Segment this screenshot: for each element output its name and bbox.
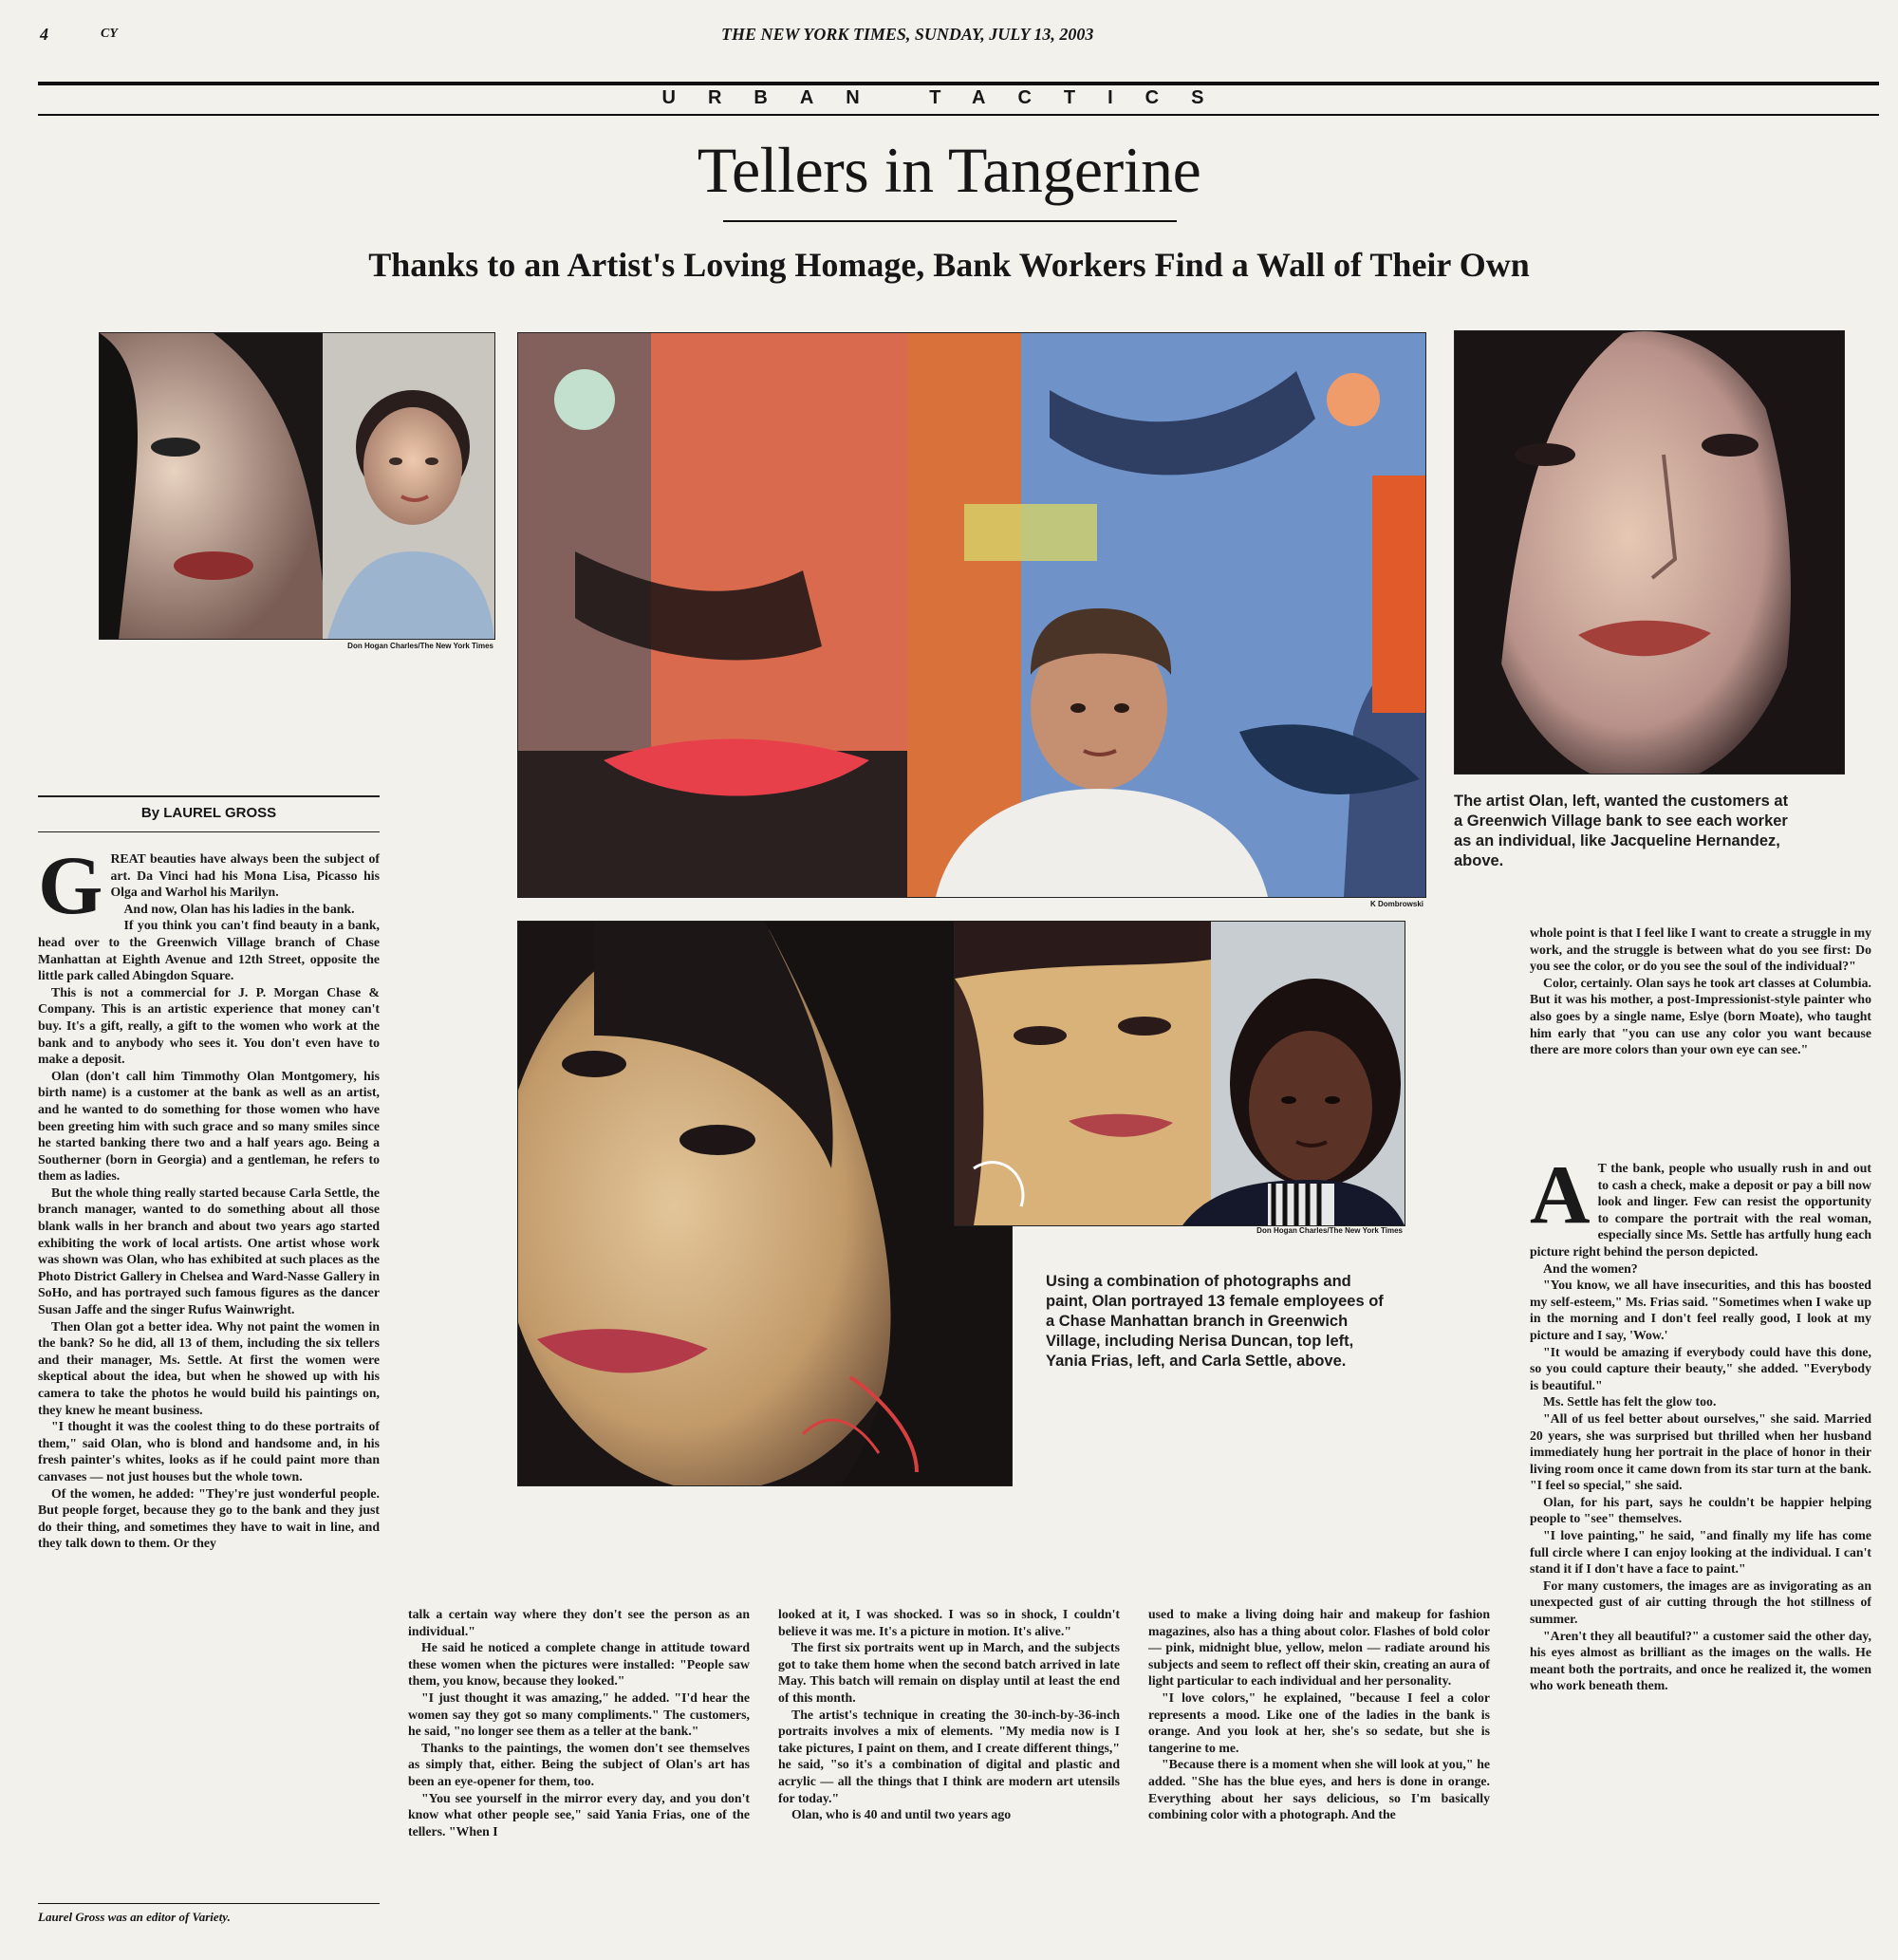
article-paragraph: whole point is that I feel like I want to create a struggle in my work, and the struggle is between what do you see first: Do you see the color, or do you see the soul of the individual?" xyxy=(1530,925,1871,974)
headline: Tellers in Tangerine xyxy=(697,134,1201,206)
article-paragraph: "You see yourself in the mirror every day, and you don't know what other people see," said Yania Frias, one of the tellers. "When I xyxy=(408,1790,750,1839)
article-paragraph: "I love painting," he said, "and finally my life has come full circle where I can enjoy looking at the individual. I can't stand it if I don't have a face to paint." xyxy=(1530,1528,1871,1577)
article-paragraph: looked at it, I was shocked. I was so in shock, I couldn't believe it was me. It's a picture in motion. It's alive." xyxy=(778,1607,1120,1638)
article-paragraph: This is not a commercial for J. P. Morgan Chase & Company. This is an artistic experience that money can't buy. It's a gift, really, a gift to the women who work at the bank and to anybody who sees it. You don't even have to make a deposit. xyxy=(38,984,380,1067)
article-paragraph: T the bank, people who usually rush in and out to cash a check, make a deposit or pay a bill now look and linger. Few can resist the opportunity to compare the portrait with the real woman, especially since Ms. Settle has artfully hung each picture right behind the person depicted. xyxy=(1530,1161,1871,1259)
article-paragraph: "All of us feel better about ourselves," she said. Married 20 years, she was surprised but thrilled when her husband immediately hung her portrait in the place of honor in their living room once it came down from its star turn at the bank. "I feel so special," she said. xyxy=(1530,1410,1871,1493)
dropcap-g: G xyxy=(38,840,103,932)
article-paragraph: Color, certainly. Olan says he took art classes at Columbia. But it was his mother, a post-Impressionist-style painter who also goes by a single name, Eslye (born Moate), who taught him early that "you can use any color you want because there are more colors than your own eye can see." xyxy=(1530,975,1871,1057)
article-paragraph: The artist's technique in creating the 30-inch-by-36-inch portraits involves a mix of elements. "My media now is I take pictures, I paint on them, and I create different things," he said, "so it's a combination of digital and plastic and acrylic — all the things that I think are modern art utensils for today." xyxy=(778,1707,1120,1805)
photo-credit-5: Don Hogan Charles/The New York Times xyxy=(1256,1226,1403,1235)
article-paragraph: talk a certain way where they don't see the person as an individual." xyxy=(408,1607,750,1638)
article-paragraph: The first six portraits went up in March, and the subjects got to take them home when the second batch arrived in late May. This batch will remain on display until at least the end of this month. xyxy=(778,1640,1120,1705)
header-rule-bottom xyxy=(38,114,1879,116)
article-paragraph: Ms. Settle has felt the glow too. xyxy=(1543,1394,1717,1409)
byline-rule-bottom xyxy=(38,831,380,832)
article-paragraph: "Because there is a moment when she will look at you," he added. "She has the blue eyes, and hers is done in orange. Everything about her says delicious, so I'm basically combining color with a photograph. And the xyxy=(1148,1757,1490,1822)
page-number: 4 xyxy=(40,25,48,44)
article-paragraph: REAT beauties have always been the subject of art. Da Vinci had his Mona Lisa, Picasso his Olga and Warhol his Marilyn. xyxy=(110,851,380,900)
photo-artist-olan xyxy=(517,332,1426,898)
article-paragraph: Olan, who is 40 and until two years ago xyxy=(791,1807,1012,1822)
article-paragraph: Olan (don't call him Timmothy Olan Montgomery, his birth name) is a customer at the bank as well as an artist, and he wanted to do something for those women who have been greeting him with such grace and so many smiles since he started banking there two and a half years ago. Being a Southerner (born in Georgia) and a gentleman, he refers to them as ladies. xyxy=(38,1068,380,1184)
section-label: CY xyxy=(101,27,118,41)
byline: By LAUREL GROSS xyxy=(140,805,277,821)
tagline-rule xyxy=(38,1903,380,1904)
article-paragraph: But the whole thing really started because Carla Settle, the branch manager, wanted to do something about all those blank walls in her branch and about two years ago started exhibiting the work of local artists. One artist whose work was shown was Olan, who has exhibited at such places as the Photo District Gallery in Chelsea and Ward-Nasse Gallery in SoHo, and has portrayed such famous figures as the dancer Susan Jaffe and the singer Rufus Wainwright. xyxy=(38,1185,380,1317)
article-paragraph: Then Olan got a better idea. Why not paint the women in the bank? So he did, all 13 of them, including the six tellers and their manager, Ms. Settle. At first the women were skeptical about the idea, but when he showed up with his camera to take the photos he would build his paintings on, they knew he meant business. xyxy=(38,1318,380,1417)
article-paragraph: "You know, we all have insecurities, and this has boosted my self-esteem," Ms. Frias said. "Sometimes when I wake up in the morning and I don't feel really good, I look at my picture and I say, 'Wow.' xyxy=(1530,1278,1871,1342)
article-column-5-bottom xyxy=(1530,1149,1871,1694)
article-paragraph: "I just thought it was amazing," he added. "I'd hear the women say they got so many compliments." The customers, he said, "no longer see them as a teller at the bank." xyxy=(408,1689,750,1739)
photo-nerisa-duncan xyxy=(99,332,495,640)
author-tagline: Laurel Gross was an editor of Variety. xyxy=(38,1910,231,1924)
photo-credit-1: Don Hogan Charles/The New York Times xyxy=(347,642,493,650)
header-rule-top xyxy=(38,82,1879,85)
caption-right: The artist Olan, left, wanted the customers at a Greenwich Village bank to see each worker as an individual, like Jacqueline Hernandez, above. xyxy=(1454,793,1789,869)
article-paragraph: And now, Olan has his ladies in the bank. xyxy=(123,901,355,916)
dropcap-a: A xyxy=(1530,1149,1591,1241)
article-column-2 xyxy=(408,1606,750,1839)
photo-carla-settle xyxy=(954,921,1405,1226)
article-paragraph: And the women? xyxy=(1543,1260,1638,1276)
article-paragraph: "I love colors," he explained, "because I feel a color represents a mood. Like one of the ladies in the bank is orange. And you look at her, she's so sedate, but she is tangerine to me. xyxy=(1148,1689,1490,1755)
article-paragraph: "I thought it was the coolest thing to do these portraits of them," said Olan, who is blond and handsome and, in his fresh painter's whites, looks as if he could paint more than canvases — not just houses but the whole town. xyxy=(38,1419,380,1484)
photo-yania-frias xyxy=(517,921,1013,1486)
article-paragraph: He said he noticed a complete change in attitude toward these women when the pictures were installed: "People saw them, you know, because they looked." xyxy=(408,1640,750,1689)
article-column-3 xyxy=(778,1606,1120,1823)
caption-middle: Using a combination of photographs and paint, Olan portrayed 13 female employees of a Chase Manhattan branch in Greenwich Village, including Nerisa Duncan, top left, Yania Frias, left, and Carla Settle, above. xyxy=(1046,1273,1384,1370)
article-paragraph: Thanks to the paintings, the women don't see themselves as simply that, either. Being the subject of Olan's art has been an eye-opener for them, too. xyxy=(408,1740,750,1788)
section-kicker: URBAN TACTICS xyxy=(661,87,1237,108)
photo-credit-2: K Dombrowski xyxy=(1369,900,1424,908)
article-paragraph: Olan, for his part, says he couldn't be happier helping people to "see" themselves. xyxy=(1530,1494,1871,1526)
byline-rule-top xyxy=(38,795,380,797)
dateline: THE NEW YORK TIMES, SUNDAY, JULY 13, 2003 xyxy=(721,25,1094,44)
article-column-1 xyxy=(38,840,380,1942)
article-paragraph: "It would be amazing if everybody could have this done, so you could capture their beauty," she added. "Everybody is beautiful." xyxy=(1530,1344,1871,1392)
article-paragraph: Of the women, he added: "They're just wonderful people. But people forget, because they go to the bank and they just do their thing, and sometimes they have to wait in line, and they talk down to them. Or they xyxy=(38,1485,380,1551)
subhead: Thanks to an Artist's Loving Homage, Bank Workers Find a Wall of Their Own xyxy=(368,246,1530,284)
article-paragraph: If you think you can't find beauty in a bank, head over to the Greenwich Village branch of Chase Manhattan at Eighth Avenue and 12th Street, opposite the little park called Abingdon Square. xyxy=(38,918,380,983)
photo-jacqueline-hernandez xyxy=(1454,330,1845,775)
article-paragraph: used to make a living doing hair and makeup for fashion magazines, also has a thing about color. Flashes of bold color — pink, midnight blue, yellow, melon — radiate around his subjects and seem to reflect off their skin, creating an aura of light particular to each individual and her personality. xyxy=(1148,1607,1490,1689)
article-paragraph: For many customers, the images are as invigorating as an unexpected gust of air cutting through the hot stillness of summer. xyxy=(1530,1577,1871,1627)
article-column-4 xyxy=(1148,1606,1490,1823)
article-column-5-top xyxy=(1530,924,1871,1058)
headline-rule xyxy=(723,220,1177,222)
article-paragraph: "Aren't they all beautiful?" a customer said the other day, his eyes almost as brilliant as the images on the walls. He meant both the portraits, and once he realized it, the women who work beneath them. xyxy=(1530,1628,1871,1693)
